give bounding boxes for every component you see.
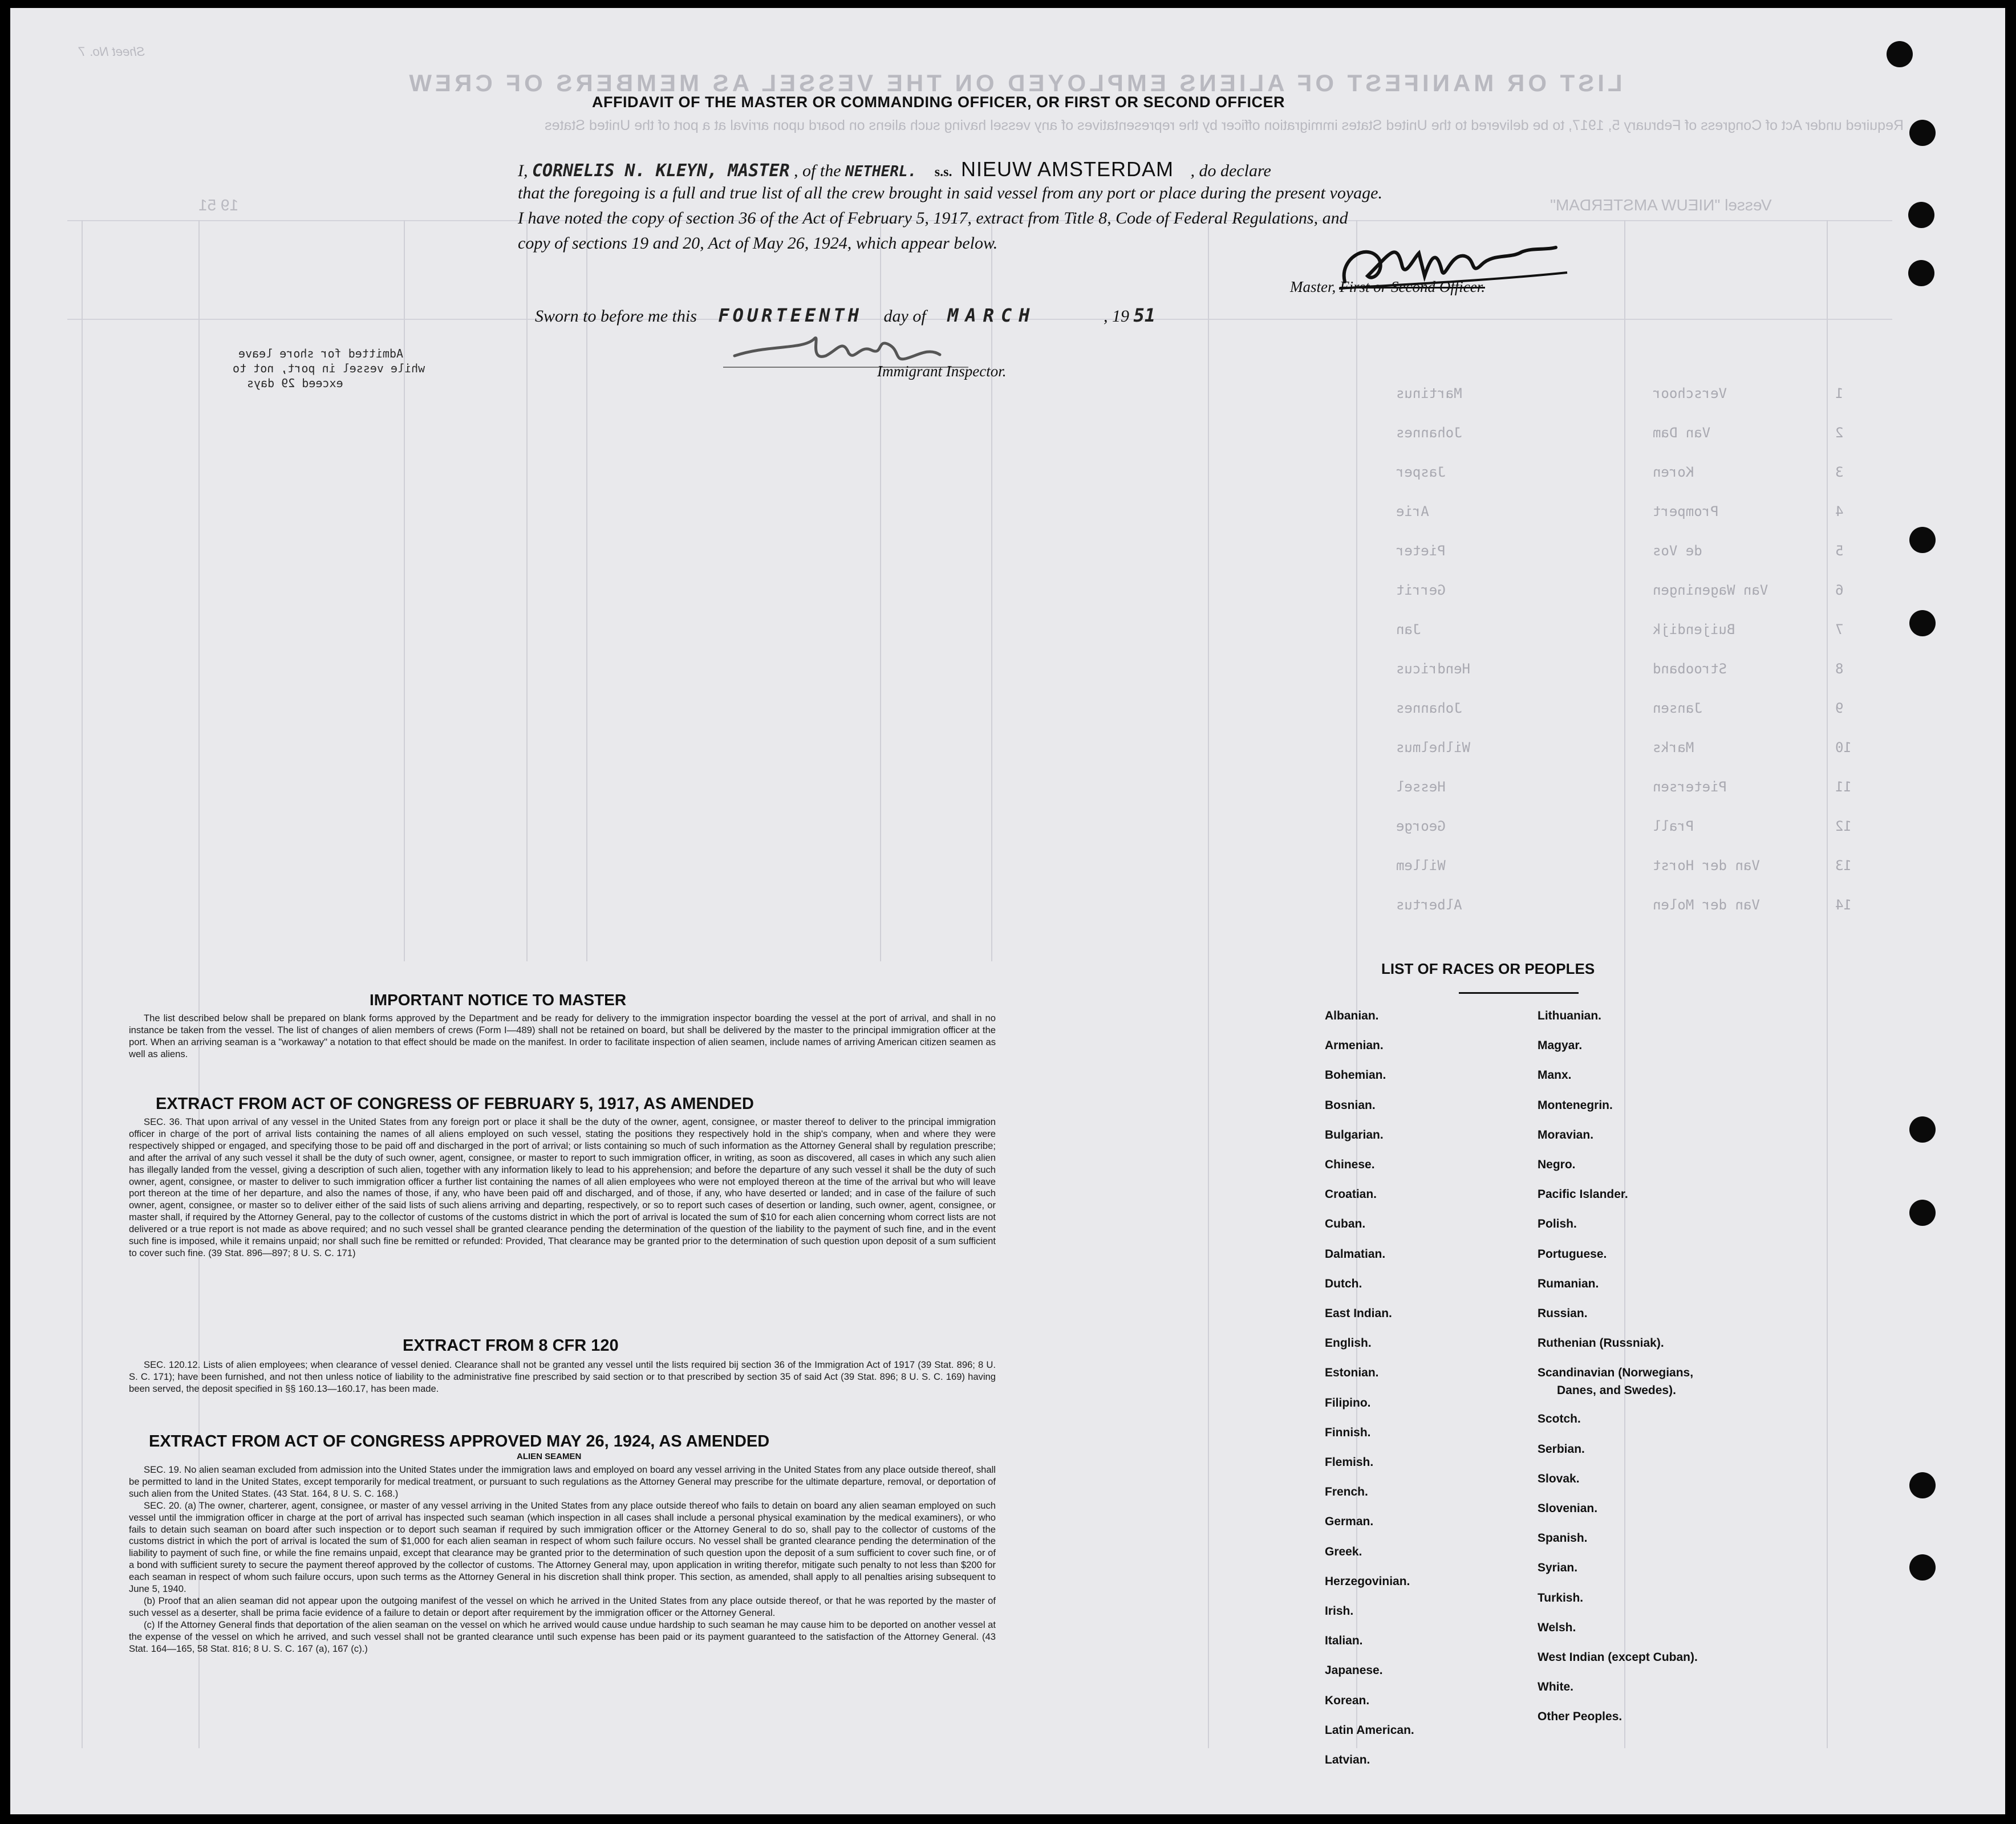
extract-1917-body: SEC. 36. That upon arrival of any vessel in the United States from any foreign port or place it shall be the duty of the owner, agent, consignee, or master thereof to deliver to the principal immigration officer in charge of the port of arrival lists containing the names of all aliens employed on such vessel, stating the positions they respectively hold in the ship's company, when and where they were respectively shipped or engaged, and specifying those to be paid off and discharged in the port of arrival; or lists containing so much of such information as the Attorney General shall by regulation prescribe; and after the arrival of any such vessel it shall be the duty of such owner, agent, consignee, or master to report to such immigration officer, in writing, as soon as discovered, all cases in which any such alien has illegally landed from the vessel, giving a description of such alien, together with any information likely to lead to his apprehension; and before the departure of any such vessel it shall be the duty of such owner, agent, consignee, or master to deliver to such immigration officer a further list containing the names of all alien employees who were not employed thereon at the time of the arrival but who will leave port thereon at the time of her departure, and also the names of those, if any, who have been paid off and discharged, and of those, if any, who have deserted or landed; and in case of the failure of such owner, agent, consignee, or master so to deliver either of the said lists of such aliens arriving and departing, respectively, or so to report such cases of desertion or landing, such owner, agent, consignee, or master shall, if required by the Attorney General, pay to the collector of customs of the customs district in which the port of arrival is located the sum of $10 for each alien concerning whom correct lists are not delivered or a true report is not made as above required; and no such vessel shall be granted clearance pending the determination of the question of the liability to the payment of such fine, and in the event such fine is imposed, while it remains unpaid; nor shall such fine be remitted or refunded: Provided, That clearance may be granted prior to the determination of such question upon deposit of a sum sufficient to cover such fine. (39 Stat. 896—897; 8 U. S. C. 171) bbox=[129, 1116, 996, 1258]
race-item: Slovenian. bbox=[1538, 1501, 1598, 1515]
race-item: Bulgarian. bbox=[1325, 1128, 1384, 1141]
punch-hole bbox=[1908, 202, 1934, 228]
sworn-line: Sworn to before me this FOURTEENTH day of MARCH , 19 51 bbox=[535, 304, 1156, 326]
crew-no: 9 bbox=[1835, 700, 1844, 716]
race-item: West Indian (except Cuban). bbox=[1538, 1650, 1698, 1664]
crew-family: Prompert bbox=[1653, 503, 1719, 519]
sworn-month-handwritten: MARCH bbox=[947, 304, 1037, 326]
race-item: Magyar. bbox=[1538, 1039, 1583, 1053]
race-item: Syrian. bbox=[1538, 1561, 1578, 1575]
race-item: Chinese. bbox=[1325, 1158, 1375, 1171]
crew-family: Van Wageningen bbox=[1653, 582, 1768, 598]
crew-family: Pietersen bbox=[1653, 779, 1727, 795]
crew-family: Buijendijk bbox=[1653, 621, 1735, 637]
crew-given: Johannes bbox=[1396, 425, 1462, 441]
race-item: Bosnian. bbox=[1325, 1098, 1376, 1112]
remarks-line: while vessel in port, not to bbox=[233, 361, 425, 375]
crew-given: Hendricus bbox=[1396, 661, 1471, 677]
affidavit-line-4: copy of sections 19 and 20, Act of May 26, 1924, which appear below. bbox=[518, 234, 998, 253]
crew-given: Martinus bbox=[1396, 385, 1462, 401]
race-item: Slovak. bbox=[1538, 1472, 1580, 1485]
race-item: Cuban. bbox=[1325, 1217, 1366, 1231]
ss-prefix: s.s. bbox=[934, 165, 952, 180]
remarks-line: Admitted for shore leave bbox=[238, 347, 403, 360]
vessel-name: NIEUW AMSTERDAM bbox=[960, 157, 1174, 181]
extract-1924-title: EXTRACT FROM ACT OF CONGRESS APPROVED MAY 26, 1924, AS AMENDED bbox=[149, 1432, 770, 1451]
race-item: Estonian. bbox=[1325, 1366, 1379, 1380]
ghost-vessel: Vessel "NIEUW AMSTERDAM" bbox=[1550, 196, 1772, 214]
crew-given: Willem bbox=[1396, 858, 1446, 874]
race-item: Irish. bbox=[1325, 1604, 1354, 1618]
crew-no: 6 bbox=[1835, 582, 1844, 598]
race-item: Croatian. bbox=[1325, 1188, 1377, 1201]
crew-family: de Vos bbox=[1653, 543, 1702, 559]
crew-no: 14 bbox=[1835, 897, 1852, 913]
affidavit-line-3: I have noted the copy of section 36 of the Act of February 5, 1917, extract from Title 8, Code of Federal Regulations, and bbox=[518, 209, 1348, 228]
crew-family: Verschoor bbox=[1653, 385, 1727, 401]
race-item: Montenegrin. bbox=[1538, 1098, 1613, 1112]
race-item: Armenian. bbox=[1325, 1039, 1384, 1053]
crew-family: Jansen bbox=[1653, 700, 1702, 716]
crew-family: Strooband bbox=[1653, 661, 1727, 677]
crew-family: Van der Horst bbox=[1653, 858, 1760, 874]
crew-family: Van Dam bbox=[1653, 425, 1711, 441]
punch-hole bbox=[1909, 1472, 1936, 1498]
punch-hole bbox=[1909, 1116, 1936, 1143]
crew-family: Koren bbox=[1653, 464, 1694, 480]
crew-no: 13 bbox=[1835, 858, 1852, 874]
race-item: Scandinavian (Norwegians, bbox=[1538, 1366, 1694, 1380]
race-item: Flemish. bbox=[1325, 1456, 1374, 1469]
race-item: Bohemian. bbox=[1325, 1069, 1386, 1082]
master-caption: Master, First or Second Officer. bbox=[1290, 278, 1485, 295]
extract-1917-title: EXTRACT FROM ACT OF CONGRESS OF FEBRUARY 5, 1917, AS AMENDED bbox=[156, 1095, 754, 1113]
punch-hole bbox=[1908, 260, 1934, 286]
race-item: Pacific Islander. bbox=[1538, 1188, 1628, 1201]
race-item: Finnish. bbox=[1325, 1425, 1371, 1439]
race-item: Welsh. bbox=[1538, 1620, 1576, 1634]
race-item: Turkish. bbox=[1538, 1591, 1584, 1604]
crew-given: Gerrit bbox=[1396, 582, 1446, 598]
affidavit-prefix: I, bbox=[518, 161, 528, 180]
race-item: French. bbox=[1325, 1485, 1368, 1499]
race-item: Korean. bbox=[1325, 1693, 1370, 1707]
sworn-day-handwritten: FOURTEENTH bbox=[718, 304, 863, 326]
ghost-required-text: Required under Act of Congress of February 5, 1917, to be delivered to the United States immigration officer by the representatives of any vessel having such aliens on board upon arrival at a port of the United States bbox=[545, 117, 1904, 133]
nationality-handwritten: NETHERL. bbox=[845, 163, 917, 180]
punch-hole bbox=[1909, 120, 1936, 146]
crew-no: 12 bbox=[1835, 818, 1852, 834]
affidavit-of-the: , of the bbox=[794, 161, 841, 180]
ghost-year: 19 51 bbox=[198, 196, 239, 214]
affidavit-line-2: that the foregoing is a full and true list of all the crew brought in said vessel from any port or place during the present voyage. bbox=[518, 184, 1382, 202]
crew-family: Prall bbox=[1653, 818, 1694, 834]
race-item: Italian. bbox=[1325, 1634, 1363, 1648]
race-item: Albanian. bbox=[1325, 1009, 1379, 1022]
races-title: LIST OF RACES OR PEOPLES bbox=[1381, 960, 1595, 977]
race-item: Rumanian. bbox=[1538, 1277, 1599, 1290]
race-item: Ruthenian (Russniak). bbox=[1538, 1336, 1664, 1350]
extract-cfr-body: SEC. 120.12. Lists of alien employees; when clearance of vessel denied. Clearance shall not be granted any vessel until the lists required bij section 36 of the Immigration Act of 1917 (39 Stat. 896; 8 U. S. C. 171); have been furnished, and not then unless notice of liability to the administrative fine prescribed by said section or to that prescribed by section 35 of said Act (39 Stat. 896; 8 U. S. C. 169) having been served, the deposit specified in §§ 160.13—160.17, has been made. bbox=[129, 1359, 996, 1394]
race-item: Scotch. bbox=[1538, 1412, 1581, 1426]
do-declare: , do declare bbox=[1190, 161, 1271, 180]
sec-20a: SEC. 20. (a) The owner, charterer, agent, consignee, or master of any vessel arriving in the United States from any place outside thereof who fails to detain on board any alien seaman employed on such vessel until the immigration officer in charge at the port of arrival has inspected such seaman (which inspection in all cases shall include a personal physical examination by the medical examiners), or who fails to detain such seaman on board after such inspection or to deport such seaman if required by such immigration officer or the Attorney General to do so, shall pay to the collector of customs of the customs district in which the port of arrival is located the sum of $1,000 for each alien seaman in respect of whom such failure occurs. No vessel shall be granted clearance pending the determination of the liability to payment of such fine, or while the fine remains unpaid, except that clearance may be granted prior to the determination of such question upon the deposit of a sum sufficient to cover such fine, or of a bond with sufficient surety to secure the payment thereof approved by the collector of customs. The Attorney General may, upon application in writing therefor, mitigate such penalty to not less than $200 for each seaman in respect of whom such failure occurs, upon such terms as the Attorney General in his discretion shall think proper. This section, as amended, shall apply to all penalties arising subsequent to June 5, 1940. bbox=[129, 1500, 996, 1595]
race-item: Portuguese. bbox=[1538, 1247, 1607, 1261]
crew-given: Wilhelmus bbox=[1396, 740, 1471, 755]
punch-hole bbox=[1887, 41, 1913, 67]
race-item: Herzegovinian. bbox=[1325, 1574, 1410, 1588]
punch-hole bbox=[1909, 527, 1936, 553]
race-item: Greek. bbox=[1325, 1545, 1362, 1558]
race-item: Moravian. bbox=[1538, 1128, 1594, 1141]
affidavit-title: AFFIDAVIT OF THE MASTER OR COMMANDING OFFICER, OR FIRST OR SECOND OFFICER bbox=[592, 94, 1285, 111]
sec-20c: (c) If the Attorney General finds that deportation of the alien seaman on the vessel on which he arrived would cause undue hardship to such seaman he may cause him to be deported on another vessel at the expense of the vessel on which he arrived, and such vessel shall not be granted clearance until such expense has been paid or its payment guaranteed to the satisfaction of the Attorney General. (43 Stat. 164—165, 58 Stat. 816; 8 U. S. C. 167 (a), 167 (c).) bbox=[129, 1619, 996, 1654]
notice-body: The list described below shall be prepared on blank forms approved by the Department and be ready for delivery to the immigration inspector boarding the vessel at the port of arrival, and shall in no instance be taken from the vessel. The list of changes of alien members of crews (Form I—489) shall not be retained on board, but shall be delivered by the master to the principal immigration officer at the port. When an arriving seaman is a "workaway" a notation to that effect should be made on the manifest. In order to facilitate inspection of alien seamen, include names of arriving American citizen seamen as well as aliens. bbox=[129, 1013, 996, 1059]
sec-19: SEC. 19. No alien seaman excluded from admission into the United States under the immigration laws and employed on board any vessel arriving in the United States from any place outside thereof, shall be permitted to land in the United States, except temporarily for medical treatment, or pursuant to such regulations as the Attorney General may prescribe for the ultimate departure, removal, or deportation of such alien from the United States. (43 Stat. 164, 8 U. S. C. 168.) bbox=[129, 1464, 996, 1499]
race-item: Danes, and Swedes). bbox=[1557, 1383, 1676, 1397]
extract-1924-subtitle: ALIEN SEAMEN bbox=[517, 1452, 582, 1461]
crew-given: Johannes bbox=[1396, 700, 1462, 716]
race-item: White. bbox=[1538, 1680, 1573, 1694]
notice-title: IMPORTANT NOTICE TO MASTER bbox=[370, 991, 627, 1009]
race-item: Latvian. bbox=[1325, 1753, 1370, 1766]
manifest-page bbox=[10, 8, 2005, 1814]
race-item: Lithuanian. bbox=[1538, 1009, 1601, 1022]
punch-hole bbox=[1909, 1554, 1936, 1581]
sworn-year-handwritten: 51 bbox=[1133, 304, 1156, 326]
crew-no: 8 bbox=[1835, 661, 1844, 677]
crew-family: Van der Molen bbox=[1653, 897, 1760, 913]
crew-no: 7 bbox=[1835, 621, 1844, 637]
crew-no: 2 bbox=[1835, 425, 1844, 441]
extract-cfr-title: EXTRACT FROM 8 CFR 120 bbox=[403, 1336, 619, 1355]
crew-given: Pieter bbox=[1396, 543, 1446, 559]
crew-no: 5 bbox=[1835, 543, 1844, 559]
struck-officer-caption: First or Second Officer. bbox=[1340, 278, 1485, 295]
punch-hole bbox=[1909, 610, 1936, 636]
race-item: Negro. bbox=[1538, 1158, 1576, 1171]
race-item: Japanese. bbox=[1325, 1664, 1383, 1677]
crew-no: 1 bbox=[1835, 385, 1844, 401]
race-item: Manx. bbox=[1538, 1069, 1572, 1082]
crew-given: Arie bbox=[1396, 503, 1429, 519]
race-item: Russian. bbox=[1538, 1307, 1588, 1320]
race-item: Dutch. bbox=[1325, 1277, 1362, 1290]
race-item: German. bbox=[1325, 1515, 1374, 1529]
affidavit-line-1 bbox=[518, 157, 1271, 181]
crew-given: George bbox=[1396, 818, 1446, 834]
inspector-caption: Immigrant Inspector. bbox=[877, 363, 1007, 380]
crew-given: Albertus bbox=[1396, 897, 1462, 913]
extract-1924-body bbox=[129, 1464, 996, 1655]
remarks-line: exceed 29 days bbox=[247, 376, 343, 390]
crew-no: 11 bbox=[1835, 779, 1852, 795]
sec-20b: (b) Proof that an alien seaman did not appear upon the outgoing manifest of the vessel on which he arrived in the United States from any place outside thereof, or that he was reported by the master of such vessel as a deserter, shall be prima facie evidence of a failure to detain or deport after requirement by the immigration officer or the Attorney General. bbox=[129, 1595, 996, 1618]
crew-given: Jan bbox=[1396, 621, 1421, 637]
race-item: Polish. bbox=[1538, 1217, 1577, 1231]
crew-given: Hessel bbox=[1396, 779, 1446, 795]
race-item: Serbian. bbox=[1538, 1442, 1585, 1456]
punch-hole bbox=[1909, 1200, 1936, 1226]
race-item: English. bbox=[1325, 1336, 1372, 1350]
master-name-handwritten: CORNELIS N. KLEYN, MASTER bbox=[532, 161, 790, 181]
race-item: Spanish. bbox=[1538, 1531, 1588, 1545]
crew-given: Jasper bbox=[1396, 464, 1446, 480]
race-item: Other Peoples. bbox=[1538, 1710, 1622, 1724]
ghost-sheet-number: Sheet No. 7 bbox=[79, 44, 145, 59]
race-item: Filipino. bbox=[1325, 1396, 1371, 1409]
crew-no: 10 bbox=[1835, 740, 1852, 755]
race-item: East Indian. bbox=[1325, 1307, 1392, 1320]
crew-no: 3 bbox=[1835, 464, 1844, 480]
crew-family: Marks bbox=[1653, 740, 1694, 755]
ghost-form-title: LIST OR MANIFEST OF ALIENS EMPLOYED ON THE VESSEL AS MEMBERS OF CREW bbox=[405, 70, 1622, 96]
crew-no: 4 bbox=[1835, 503, 1844, 519]
races-title-underline bbox=[1459, 992, 1579, 994]
race-item: Latin American. bbox=[1325, 1723, 1414, 1737]
race-item: Dalmatian. bbox=[1325, 1247, 1386, 1261]
